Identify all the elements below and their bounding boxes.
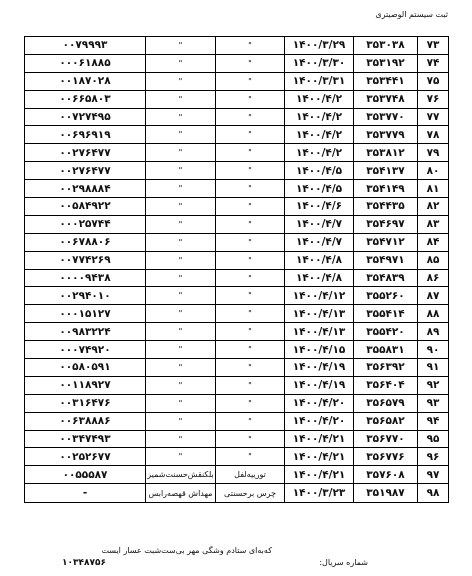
date-cell: ۱۴۰۰/۴/۲۱ [285, 466, 354, 484]
remarks-cell: " [146, 251, 216, 269]
amount-cell: ۰۰۶۷۸۸۰۶ [25, 233, 146, 251]
header-title: ثبت سیستم الوصیتری [375, 10, 448, 19]
party-cell: " [216, 394, 285, 412]
remarks-cell: مهداش قهصه‌رابس [146, 484, 216, 503]
table-row [25, 341, 449, 359]
table-row [25, 412, 449, 430]
row-number: ۹۵ [418, 430, 449, 448]
table-row [25, 144, 449, 162]
table-row [25, 323, 449, 341]
party-cell: " [216, 305, 285, 323]
remarks-cell: " [146, 108, 216, 126]
document-number: ۳۵۶۵۸۲ [354, 412, 418, 430]
table-row [25, 54, 449, 72]
party-cell: " [216, 359, 285, 377]
remarks-cell: " [146, 394, 216, 412]
ledger-table [24, 36, 449, 503]
amount-cell: ۰۰۱۸۷۰۲۸ [25, 72, 146, 90]
party-cell: " [216, 37, 285, 55]
row-number: ۸۶ [418, 269, 449, 287]
document-number: ۳۵۳۷۷۹ [354, 126, 418, 144]
document-number: ۳۵۱۹۸۷ [354, 484, 418, 503]
document-number: ۳۵۴۶۹۷ [354, 215, 418, 233]
party-cell: " [216, 54, 285, 72]
table-row [25, 269, 449, 287]
date-cell: ۱۴۰۰/۴/۱۵ [285, 341, 354, 359]
remarks-cell: " [146, 341, 216, 359]
party-cell: " [216, 72, 285, 90]
remarks-cell: " [146, 37, 216, 55]
party-cell: " [216, 269, 285, 287]
party-cell: " [216, 376, 285, 394]
row-number: ۹۱ [418, 359, 449, 377]
remarks-cell: " [146, 448, 216, 466]
row-number: ۸۸ [418, 305, 449, 323]
date-cell: ۱۴۰۰/۴/۲۰ [285, 412, 354, 430]
party-cell: " [216, 126, 285, 144]
date-cell: ۱۴۰۰/۴/۷ [285, 233, 354, 251]
amount-cell: ۰۰۲۹۴۰۱۰ [25, 287, 146, 305]
date-cell: ۱۴۰۰/۴/۸ [285, 269, 354, 287]
remarks-cell: " [146, 72, 216, 90]
remarks-cell: " [146, 269, 216, 287]
table-row [25, 233, 449, 251]
footer-serial-label: شماره سریال: [319, 558, 368, 567]
table-row [25, 394, 449, 412]
amount-cell: ۰۰۰۷۴۹۲۰ [25, 341, 146, 359]
document-number: ۳۵۵۴۲۰ [354, 323, 418, 341]
amount-cell: ۰۰۲۹۸۸۸۴ [25, 180, 146, 198]
document-number: ۳۵۴۴۳۵ [354, 198, 418, 216]
table-row [25, 198, 449, 216]
party-cell: " [216, 323, 285, 341]
document-number: ۳۵۵۲۶۰ [354, 287, 418, 305]
remarks-cell: " [146, 359, 216, 377]
date-cell: ۱۴۰۰/۳/۳۱ [285, 72, 354, 90]
amount-cell: ۰۰۰۶۱۸۸۵ [25, 54, 146, 72]
row-number: ۹۴ [418, 412, 449, 430]
remarks-cell: بلکنقش‌حسنت‌شمیز [146, 466, 216, 484]
row-number: ۸۹ [418, 323, 449, 341]
document-number: ۳۵۶۳۹۲ [354, 359, 418, 377]
table-row [25, 376, 449, 394]
remarks-cell: " [146, 198, 216, 216]
amount-cell: ۰۰۰۰۹۴۳۸ [25, 269, 146, 287]
date-cell: ۱۴۰۰/۴/۲ [285, 90, 354, 108]
table-row [25, 466, 449, 484]
remarks-cell: " [146, 305, 216, 323]
document-number: ۳۵۳۰۳۸ [354, 37, 418, 55]
document-number: ۳۵۵۴۱۴ [354, 305, 418, 323]
row-number: ۷۹ [418, 144, 449, 162]
amount-cell: ۰۰۱۱۸۹۲۷ [25, 376, 146, 394]
table-row [25, 215, 449, 233]
amount-cell: ۰۰۳۱۶۴۷۶ [25, 394, 146, 412]
party-cell: " [216, 198, 285, 216]
date-cell: ۱۴۰۰/۴/۲۱ [285, 430, 354, 448]
party-cell: " [216, 287, 285, 305]
table-row [25, 162, 449, 180]
document-number: ۳۵۴۱۳۷ [354, 162, 418, 180]
row-number: ۸۰ [418, 162, 449, 180]
date-cell: ۱۴۰۰/۴/۱۳ [285, 305, 354, 323]
amount-cell: ۰۰۲۷۶۴۷۷ [25, 144, 146, 162]
date-cell: ۱۴۰۰/۴/۷ [285, 215, 354, 233]
party-cell: تورییه‌لفل [216, 466, 285, 484]
document-number: ۳۵۳۴۴۱ [354, 72, 418, 90]
document-number: ۳۵۶۷۷۰ [354, 430, 418, 448]
row-number: ۷۷ [418, 108, 449, 126]
document-number: ۳۵۴۸۳۹ [354, 269, 418, 287]
remarks-cell: " [146, 412, 216, 430]
footer-stamp-note: که‌به‌ای ستادم و‌شگی مهر بی‌ست‌شبت عسار ایست [101, 546, 272, 555]
party-cell: " [216, 90, 285, 108]
amount-cell: ۰۰۹۸۳۲۲۴ [25, 323, 146, 341]
document-number: ۳۵۶۷۷۶ [354, 448, 418, 466]
date-cell: ۱۴۰۰/۳/۳۰ [285, 54, 354, 72]
remarks-cell: " [146, 180, 216, 198]
document-number: ۳۵۴۷۱۲ [354, 233, 418, 251]
row-number: ۷۶ [418, 90, 449, 108]
remarks-cell: " [146, 287, 216, 305]
table-row [25, 305, 449, 323]
table-row [25, 90, 449, 108]
party-cell: " [216, 108, 285, 126]
remarks-cell: " [146, 54, 216, 72]
date-cell: ۱۴۰۰/۴/۸ [285, 251, 354, 269]
date-cell: ۱۴۰۰/۳/۲۹ [285, 37, 354, 55]
document-number: ۳۵۷۶۰۸ [354, 466, 418, 484]
table-row [25, 72, 449, 90]
remarks-cell: " [146, 144, 216, 162]
amount-cell: ۰۰۳۴۷۴۹۳ [25, 430, 146, 448]
amount-cell: ۰۰۵۸۰۵۹۱ [25, 359, 146, 377]
table-row [25, 359, 449, 377]
remarks-cell: " [146, 233, 216, 251]
amount-cell: ۰۰۰۱۵۱۲۷ [25, 305, 146, 323]
date-cell: ۱۴۰۰/۴/۲ [285, 144, 354, 162]
document-number: ۳۵۶۵۷۹ [354, 394, 418, 412]
date-cell: ۱۴۰۰/۴/۲ [285, 108, 354, 126]
table-row [25, 484, 449, 503]
remarks-cell: " [146, 162, 216, 180]
date-cell: ۱۴۰۰/۴/۲ [285, 126, 354, 144]
date-cell: ۱۴۰۰/۴/۵ [285, 162, 354, 180]
document-number: ۳۵۴۱۴۹ [354, 180, 418, 198]
date-cell: ۱۴۰۰/۴/۱۹ [285, 376, 354, 394]
remarks-cell: " [146, 215, 216, 233]
party-cell: " [216, 412, 285, 430]
amount-cell: ۰۰۲۵۲۶۷۷ [25, 448, 146, 466]
ledger-body [25, 37, 449, 503]
table-row [25, 180, 449, 198]
row-number: ۸۵ [418, 251, 449, 269]
party-cell: " [216, 341, 285, 359]
table-row [25, 430, 449, 448]
document-number: ۳۵۳۷۴۸ [354, 90, 418, 108]
date-cell: ۱۴۰۰/۴/۵ [285, 180, 354, 198]
amount-cell: ۰۰۰۲۵۷۴۴ [25, 215, 146, 233]
row-number: ۹۰ [418, 341, 449, 359]
row-number: ۷۸ [418, 126, 449, 144]
row-number: ۸۷ [418, 287, 449, 305]
date-cell: ۱۴۰۰/۴/۲۰ [285, 394, 354, 412]
date-cell: ۱۴۰۰/۴/۱۹ [285, 359, 354, 377]
amount-cell: ۰۰۵۵۵۸۷ [25, 466, 146, 484]
row-number: ۸۱ [418, 180, 449, 198]
row-number: ۹۸ [418, 484, 449, 503]
table-row [25, 108, 449, 126]
amount-cell: ۰۰۷۷۴۲۶۹ [25, 251, 146, 269]
amount-cell: ۰۰۶۳۸۸۸۶ [25, 412, 146, 430]
remarks-cell: " [146, 323, 216, 341]
row-number: ۷۴ [418, 54, 449, 72]
document-number: ۳۵۵۸۳۱ [354, 341, 418, 359]
remarks-cell: " [146, 90, 216, 108]
table-row [25, 251, 449, 269]
table-row [25, 287, 449, 305]
party-cell: " [216, 180, 285, 198]
row-number: ۹۶ [418, 448, 449, 466]
amount-cell: ۰۰۷۹۹۹۳ [25, 37, 146, 55]
party-cell: " [216, 430, 285, 448]
party-cell: " [216, 144, 285, 162]
date-cell: ۱۴۰۰/۳/۲۳ [285, 484, 354, 503]
document-number: ۳۵۴۹۷۱ [354, 251, 418, 269]
date-cell: ۱۴۰۰/۴/۶ [285, 198, 354, 216]
row-number: ۹۳ [418, 394, 449, 412]
party-cell: " [216, 251, 285, 269]
row-number: ۷۳ [418, 37, 449, 55]
party-cell: " [216, 215, 285, 233]
row-number: ۸۴ [418, 233, 449, 251]
amount-cell: - [25, 484, 146, 503]
remarks-cell: " [146, 126, 216, 144]
row-number: ۷۵ [418, 72, 449, 90]
amount-cell: ۰۰۷۲۷۴۹۵ [25, 108, 146, 126]
row-number: ۹۲ [418, 376, 449, 394]
party-cell: " [216, 448, 285, 466]
party-cell: چرس برحسنتی [216, 484, 285, 503]
document-number: ۳۵۳۷۷۰ [354, 108, 418, 126]
document-number: ۳۵۳۸۱۲ [354, 144, 418, 162]
date-cell: ۱۴۰۰/۴/۱۲ [285, 287, 354, 305]
amount-cell: ۰۰۲۷۶۴۷۷ [25, 162, 146, 180]
amount-cell: ۰۰۶۹۶۹۱۹ [25, 126, 146, 144]
row-number: ۸۳ [418, 215, 449, 233]
document-number: ۳۵۳۱۹۲ [354, 54, 418, 72]
remarks-cell: " [146, 376, 216, 394]
page-header [0, 10, 448, 19]
date-cell: ۱۴۰۰/۴/۲۱ [285, 448, 354, 466]
footer-serial-value: ۱۰۳۴۸۷۵۶ [62, 558, 106, 568]
table-row [25, 126, 449, 144]
table-row [25, 37, 449, 55]
document-number: ۳۵۶۴۰۴ [354, 376, 418, 394]
party-cell: " [216, 233, 285, 251]
row-number: ۹۷ [418, 466, 449, 484]
date-cell: ۱۴۰۰/۴/۱۳ [285, 323, 354, 341]
amount-cell: ۰۰۵۸۴۹۲۲ [25, 198, 146, 216]
party-cell: " [216, 162, 285, 180]
remarks-cell: " [146, 430, 216, 448]
row-number: ۸۲ [418, 198, 449, 216]
amount-cell: ۰۰۶۶۵۸۰۳ [25, 90, 146, 108]
table-row [25, 448, 449, 466]
